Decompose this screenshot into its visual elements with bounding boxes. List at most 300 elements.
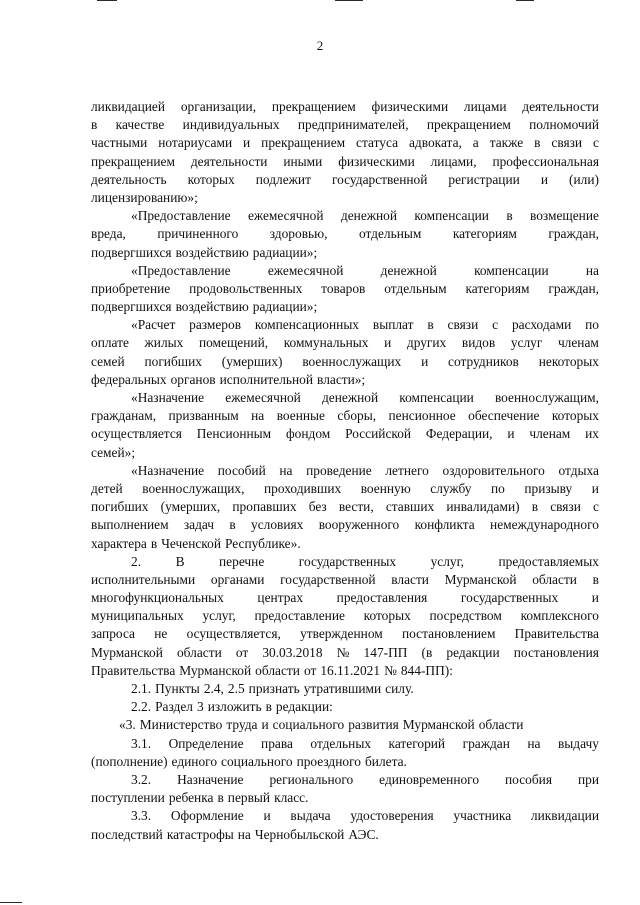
word: выдача xyxy=(290,808,331,824)
word: подлежит xyxy=(255,171,311,187)
word: денежной xyxy=(340,208,398,224)
word: физическими xyxy=(338,153,415,169)
word: 16.11.2021 xyxy=(320,662,381,678)
word: иными xyxy=(283,153,323,169)
word: выплат xyxy=(372,317,414,333)
word: от xyxy=(235,644,249,660)
text-line xyxy=(91,789,599,807)
word: исполнительной xyxy=(219,371,314,387)
word: выдачу xyxy=(557,735,599,751)
page-number: 2 xyxy=(316,38,324,53)
word: первый xyxy=(227,790,271,806)
word: граждан, xyxy=(548,280,599,296)
word: компенсационных xyxy=(254,317,360,333)
word: и xyxy=(591,480,599,496)
word: в xyxy=(217,790,224,806)
text-line xyxy=(91,353,599,371)
word: радиации»; xyxy=(252,299,318,315)
word: запроса xyxy=(91,626,135,642)
word: постановления xyxy=(513,644,599,660)
word: воздействию xyxy=(175,299,249,315)
word: Мурманской xyxy=(402,717,475,733)
text-line xyxy=(91,425,599,443)
word: индивидуальных xyxy=(182,117,280,133)
word: прекращением xyxy=(91,153,175,169)
word: услуг, xyxy=(430,553,464,569)
word: Республике». xyxy=(225,535,301,551)
word: многофункциональных xyxy=(91,590,224,606)
word: АЭС. xyxy=(348,826,379,842)
word: ликвидации xyxy=(530,808,599,824)
text-line xyxy=(91,98,599,116)
word: федеральных xyxy=(91,371,167,387)
word: (или) xyxy=(569,171,599,187)
word: категориям xyxy=(465,280,530,296)
word: ребенка xyxy=(168,790,214,806)
word: семей xyxy=(91,353,125,369)
word: членам xyxy=(529,426,571,442)
scan-artifact xyxy=(0,902,22,903)
word: центрах xyxy=(257,590,304,606)
word: в xyxy=(229,517,236,533)
word: летнего xyxy=(385,462,429,478)
word: труда xyxy=(226,717,258,733)
word: 2.2. xyxy=(131,699,152,715)
word: подвергшихся xyxy=(91,244,172,260)
word: 2.4, xyxy=(203,681,224,696)
text-line xyxy=(91,753,599,771)
word: Определение xyxy=(168,735,244,751)
word: оплате xyxy=(91,335,129,351)
word: органов xyxy=(170,371,216,387)
word: денежной xyxy=(380,262,437,278)
word: редакции: xyxy=(275,699,333,715)
word: (умерших, xyxy=(160,499,221,515)
word: некоторых xyxy=(538,353,599,369)
word: Оформление xyxy=(170,808,244,824)
word: (пополнение) xyxy=(91,753,168,769)
scan-artifact xyxy=(97,0,117,1)
word: категорий xyxy=(388,735,446,751)
word: вести, xyxy=(338,499,374,515)
word: (умерших) xyxy=(221,353,283,369)
word: права xyxy=(261,735,293,751)
word: силу. xyxy=(385,681,414,696)
word: физическими xyxy=(371,99,449,114)
word: Пункты xyxy=(155,681,200,696)
word: 2.5 xyxy=(227,681,245,696)
word: отдыха xyxy=(558,462,599,478)
word: граждан xyxy=(462,735,510,751)
word: задач xyxy=(183,517,215,533)
word: видов xyxy=(461,335,496,351)
word: при xyxy=(577,771,599,787)
text-line xyxy=(91,280,599,298)
word: прекращением xyxy=(426,117,511,133)
word: проходивших xyxy=(263,480,342,496)
word: «Предоставление xyxy=(131,262,231,278)
word: жилых xyxy=(144,335,184,351)
word: вооруженного xyxy=(318,517,400,533)
word: «Назначение xyxy=(131,390,205,405)
word: и xyxy=(263,808,271,824)
word: деятельности xyxy=(522,99,599,114)
text-line xyxy=(91,516,599,534)
word: и xyxy=(384,335,392,351)
word: области xyxy=(176,644,222,660)
word: членам xyxy=(557,335,599,351)
word: осуществляется, xyxy=(186,626,281,642)
word: № xyxy=(336,644,350,660)
word: помещений, xyxy=(198,335,269,351)
word: военнослужащих, xyxy=(142,480,245,496)
word: участника xyxy=(453,808,512,824)
document-body xyxy=(91,98,599,844)
word: конфликта xyxy=(414,517,475,533)
word: и xyxy=(540,171,548,187)
word: нотариусами xyxy=(158,135,233,151)
text-line xyxy=(91,607,599,625)
text-line xyxy=(91,189,599,207)
word: пособий xyxy=(217,462,266,478)
text-line xyxy=(91,244,599,262)
word: лицами xyxy=(463,99,507,114)
word: военные xyxy=(276,408,325,424)
text-line xyxy=(91,571,599,589)
word: утвержденном xyxy=(300,626,383,642)
word: компенсации xyxy=(474,262,549,278)
scan-artifact xyxy=(516,0,534,1)
word: Мурманской xyxy=(444,571,517,587)
word: Российской xyxy=(345,426,412,442)
word: отдельным xyxy=(358,226,422,242)
word: «Назначение xyxy=(131,462,205,478)
word: социального xyxy=(221,753,293,769)
text-line xyxy=(91,480,599,498)
word: немеждународного xyxy=(490,517,599,533)
word: Чеченской xyxy=(161,535,221,551)
word: детей xyxy=(91,480,123,496)
word: Пенсионным xyxy=(196,426,272,442)
word: связи xyxy=(551,135,583,151)
word: отдельным xyxy=(384,280,447,296)
word: Правительства xyxy=(91,662,176,678)
word: в xyxy=(265,699,272,715)
text-line xyxy=(91,134,599,152)
text-line xyxy=(91,262,599,280)
word: граждан, xyxy=(548,226,599,242)
word: 844-ПП): xyxy=(400,662,453,678)
text-line xyxy=(91,371,599,389)
word: прекращением xyxy=(271,99,356,114)
word: а xyxy=(472,135,479,151)
word: выполнением xyxy=(91,517,169,533)
text-line xyxy=(91,662,599,680)
word: и xyxy=(591,590,599,606)
word: билета. xyxy=(364,753,407,769)
word: ежемесячной xyxy=(225,390,301,405)
word: на xyxy=(527,735,541,751)
word: 3.1. xyxy=(131,735,152,751)
word: развития xyxy=(348,717,399,733)
word: исполнительными xyxy=(91,571,196,587)
word: единовременного xyxy=(379,771,480,787)
word: прекращением xyxy=(261,135,346,151)
word: редакции xyxy=(446,644,500,660)
word: в xyxy=(506,208,513,224)
word: ежемесячной xyxy=(247,208,324,224)
word: удостоверения xyxy=(350,808,434,824)
text-line xyxy=(91,625,599,643)
text-line xyxy=(91,735,599,753)
word: пенсионное xyxy=(388,408,456,424)
word: на xyxy=(279,462,293,478)
word: ежемесячной xyxy=(267,262,344,278)
word: с xyxy=(593,135,599,151)
word: Федерации, xyxy=(425,426,493,442)
word: полномочий xyxy=(529,117,599,133)
word: причиненного xyxy=(157,226,239,242)
word: категориям xyxy=(452,226,517,242)
text-line xyxy=(91,644,599,662)
word: «Расчет xyxy=(131,317,176,333)
word: органами xyxy=(210,571,265,587)
word: фондом xyxy=(285,426,331,442)
word: Мурманской xyxy=(179,662,252,678)
word: Мурманской xyxy=(91,644,163,660)
word: области xyxy=(532,571,577,587)
word: регистрации xyxy=(448,171,520,187)
word: признать xyxy=(248,681,300,696)
word: 3.3. xyxy=(131,808,152,824)
text-line xyxy=(91,680,599,698)
word: гражданам, xyxy=(91,408,157,424)
word: других xyxy=(406,335,447,351)
text-line xyxy=(91,153,599,171)
word: по xyxy=(490,480,505,496)
word: постановлением xyxy=(401,626,496,642)
word: В xyxy=(175,553,185,569)
word: «3. xyxy=(119,717,136,733)
word: последствий xyxy=(91,826,163,842)
word: погибших xyxy=(91,499,149,515)
text-line xyxy=(91,207,599,225)
text-line xyxy=(91,171,599,189)
text-line xyxy=(91,298,599,316)
word: деятельность xyxy=(91,171,167,187)
word: государственной xyxy=(331,171,428,187)
word: и xyxy=(261,717,269,733)
word: в xyxy=(91,117,98,133)
word: которых xyxy=(187,171,235,187)
word: компенсации xyxy=(399,390,474,405)
word: изложить xyxy=(207,699,262,715)
word: предоставляемых xyxy=(498,553,599,569)
word: катастрофы xyxy=(166,826,234,842)
word: призванным xyxy=(168,408,239,424)
word: услуг xyxy=(510,335,543,351)
word: на xyxy=(237,826,251,842)
word: подвергшихся xyxy=(91,299,172,315)
word: 147-ПП xyxy=(363,644,408,660)
word: Правительства xyxy=(514,626,599,642)
word: перечне xyxy=(219,553,265,569)
word: погибших xyxy=(144,353,202,369)
word: власти»; xyxy=(317,371,366,387)
word: возмещение xyxy=(529,208,599,224)
word: также xyxy=(489,135,524,151)
word: области xyxy=(255,662,300,678)
word: 2. xyxy=(131,553,142,569)
word: частными xyxy=(91,135,148,151)
word: в xyxy=(150,535,158,551)
word: которых xyxy=(551,408,599,424)
word: обеспечение xyxy=(468,408,540,424)
word: денежной xyxy=(321,390,379,405)
word: призыву xyxy=(524,480,573,496)
text-line xyxy=(91,771,599,789)
word: и xyxy=(421,353,429,369)
word: связи xyxy=(447,317,479,333)
word: области xyxy=(478,717,524,733)
word: деятельности xyxy=(190,153,268,169)
word: в xyxy=(531,499,539,515)
word: (в xyxy=(421,644,433,660)
word: и xyxy=(507,426,515,442)
word: расходами xyxy=(511,317,572,333)
word: семей»; xyxy=(91,444,136,460)
word: 2.1. xyxy=(131,681,152,696)
word: предпринимателей, xyxy=(297,117,409,133)
word: условиях xyxy=(251,517,304,533)
text-line xyxy=(91,589,599,607)
scan-artifact xyxy=(335,0,363,1)
word: Чернобыльской xyxy=(254,826,345,842)
word: власти xyxy=(391,571,429,587)
word: лицами, xyxy=(430,153,477,169)
word: в xyxy=(534,135,541,151)
word: № xyxy=(384,662,397,678)
word: оздоровительного xyxy=(442,462,545,478)
word: проездного xyxy=(296,753,361,769)
word: пособия xyxy=(505,771,552,787)
word: 30.03.2018 xyxy=(262,644,323,660)
word: качестве xyxy=(115,117,165,133)
text-line xyxy=(91,498,599,516)
word: службу xyxy=(430,480,472,496)
word: ставших xyxy=(385,499,435,515)
word: 3 xyxy=(196,699,204,715)
word: комплексного xyxy=(520,608,599,624)
text-line xyxy=(91,462,599,480)
word: регионального xyxy=(269,771,354,787)
word: компенсации xyxy=(414,208,489,224)
word: товаров xyxy=(321,280,366,296)
word: профессиональная xyxy=(492,153,599,169)
word: с xyxy=(492,317,499,333)
text-line xyxy=(91,407,599,425)
text-line xyxy=(91,535,599,553)
word: утратившими xyxy=(303,681,382,696)
word: продовольственных xyxy=(189,280,303,296)
word: военнослужащих xyxy=(302,353,402,369)
word: осуществляется xyxy=(91,426,182,442)
word: проведение xyxy=(306,462,372,478)
word: и xyxy=(243,135,251,151)
word: коммунальных xyxy=(283,335,369,351)
word: военную xyxy=(360,480,411,496)
word: поступлении xyxy=(91,790,165,806)
text-line xyxy=(91,389,599,407)
word: без xyxy=(308,499,327,515)
text-line xyxy=(91,716,599,734)
word: статуса xyxy=(356,135,399,151)
word: воздействию xyxy=(175,244,249,260)
word: услуг, xyxy=(202,608,236,624)
word: государственных xyxy=(460,590,559,606)
word: класс. xyxy=(274,790,309,806)
word: единого xyxy=(171,753,218,769)
word: посредством xyxy=(429,608,502,624)
word: государственных xyxy=(298,553,397,569)
word: здоровью, xyxy=(269,226,328,242)
word: приобретение xyxy=(91,280,171,296)
word: сотрудников xyxy=(448,353,519,369)
text-line xyxy=(91,826,599,844)
text-line xyxy=(91,116,599,134)
text-line xyxy=(91,334,599,352)
word: ликвидацией xyxy=(91,99,166,114)
word: характера xyxy=(91,535,147,551)
text-line xyxy=(91,225,599,243)
word: сборы, xyxy=(337,408,377,424)
word: Раздел xyxy=(155,699,193,715)
word: пропавших xyxy=(232,499,297,515)
word: на xyxy=(585,262,599,278)
word: в xyxy=(592,571,599,587)
word: «Предоставление xyxy=(131,208,231,224)
word: военнослужащим, xyxy=(494,390,599,405)
text-line xyxy=(91,444,599,462)
text-line xyxy=(91,553,599,571)
word: на xyxy=(251,408,265,424)
word: предоставления xyxy=(336,590,428,606)
word: инвалидами) xyxy=(446,499,520,515)
word: по xyxy=(585,317,599,333)
word: Министерство xyxy=(139,717,223,733)
word: социального xyxy=(272,717,345,733)
word: от xyxy=(303,662,317,678)
word: Назначение xyxy=(177,771,244,787)
word: отдельных xyxy=(310,735,372,751)
word: их xyxy=(585,426,599,442)
word: с xyxy=(593,499,599,515)
word: адвоката, xyxy=(408,135,462,151)
word: муниципальных xyxy=(91,608,184,624)
word: связи xyxy=(550,499,581,515)
text-line xyxy=(91,698,599,716)
word: организации, xyxy=(180,99,257,114)
word: в xyxy=(427,317,434,333)
word: размеров xyxy=(189,317,242,333)
text-line xyxy=(91,316,599,334)
word: вреда, xyxy=(91,226,126,242)
word: государственной xyxy=(280,571,376,587)
word: которых xyxy=(363,608,411,624)
word: не xyxy=(154,626,168,642)
word: радиации»; xyxy=(252,244,318,260)
word: лицензированию»; xyxy=(91,189,198,205)
